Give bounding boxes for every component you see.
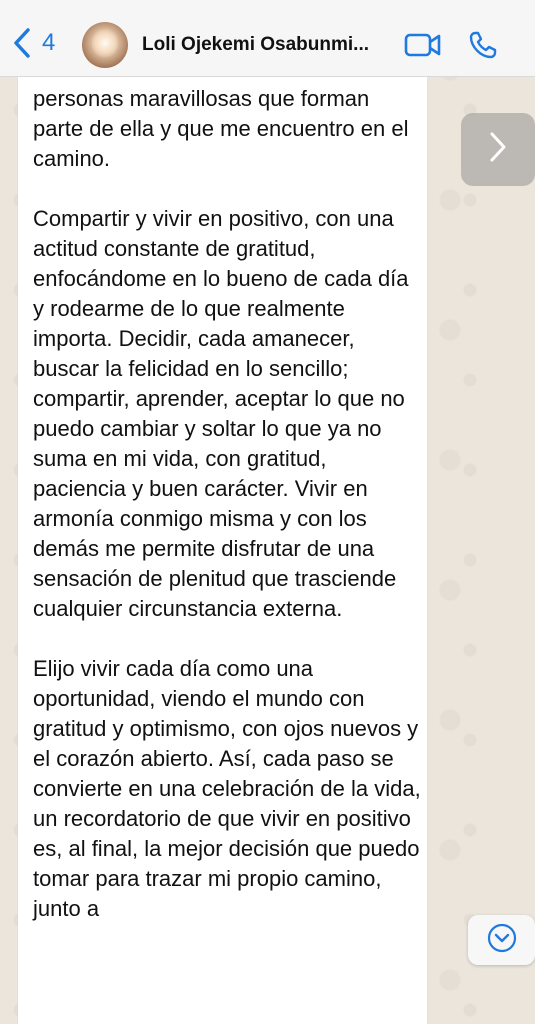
- video-call-button[interactable]: [404, 32, 442, 63]
- chevron-left-icon: [12, 26, 32, 60]
- avatar[interactable]: [82, 22, 128, 68]
- chevron-right-icon: [487, 129, 509, 170]
- contact-name[interactable]: Loli Ojekemi Osabunmi...: [142, 34, 369, 55]
- phone-icon: [468, 47, 498, 64]
- voice-call-button[interactable]: [468, 30, 498, 65]
- forward-button[interactable]: [461, 113, 535, 186]
- video-camera-icon: [404, 45, 442, 62]
- chat-header: [0, 0, 535, 77]
- unread-count: 4: [42, 29, 56, 56]
- message-paragraph: Compartir y vivir en positivo, con una actitud constante de gratitud, enfocándome en lo bueno de cada día y rodearme de lo que realmente importa. Decidir, cada amanecer, buscar la felicidad en lo sencillo; compartir, aprender, aceptar lo que no puedo cambiar y soltar lo que ya no suma en mi vida, con gratitud, paciencia y buen carácter. Vivir en armonía conmigo misma y con los demás me permite disfrutar de una sensación de plenitud que trasciende cualquier circunstancia externa.: [33, 206, 409, 621]
- scroll-to-bottom-button[interactable]: [468, 915, 535, 965]
- message-text: [33, 84, 423, 954]
- chevron-down-circle-icon: [486, 922, 518, 959]
- message-paragraph: personas maravillosas que forman parte de ella y que me encuentro en el camino.: [33, 86, 409, 171]
- back-button[interactable]: [12, 26, 55, 60]
- message-paragraph: Elijo vivir cada día como una oportunidad, viendo el mundo con gratitud y optimismo, con ojos nuevos y el corazón abierto. Así, cada paso se convierte en una celebración de la vida, un recordatorio de que vivir en positivo es, al final, la mejor decisión que puedo tomar para trazar mi propio camino, junto a: [33, 656, 421, 921]
